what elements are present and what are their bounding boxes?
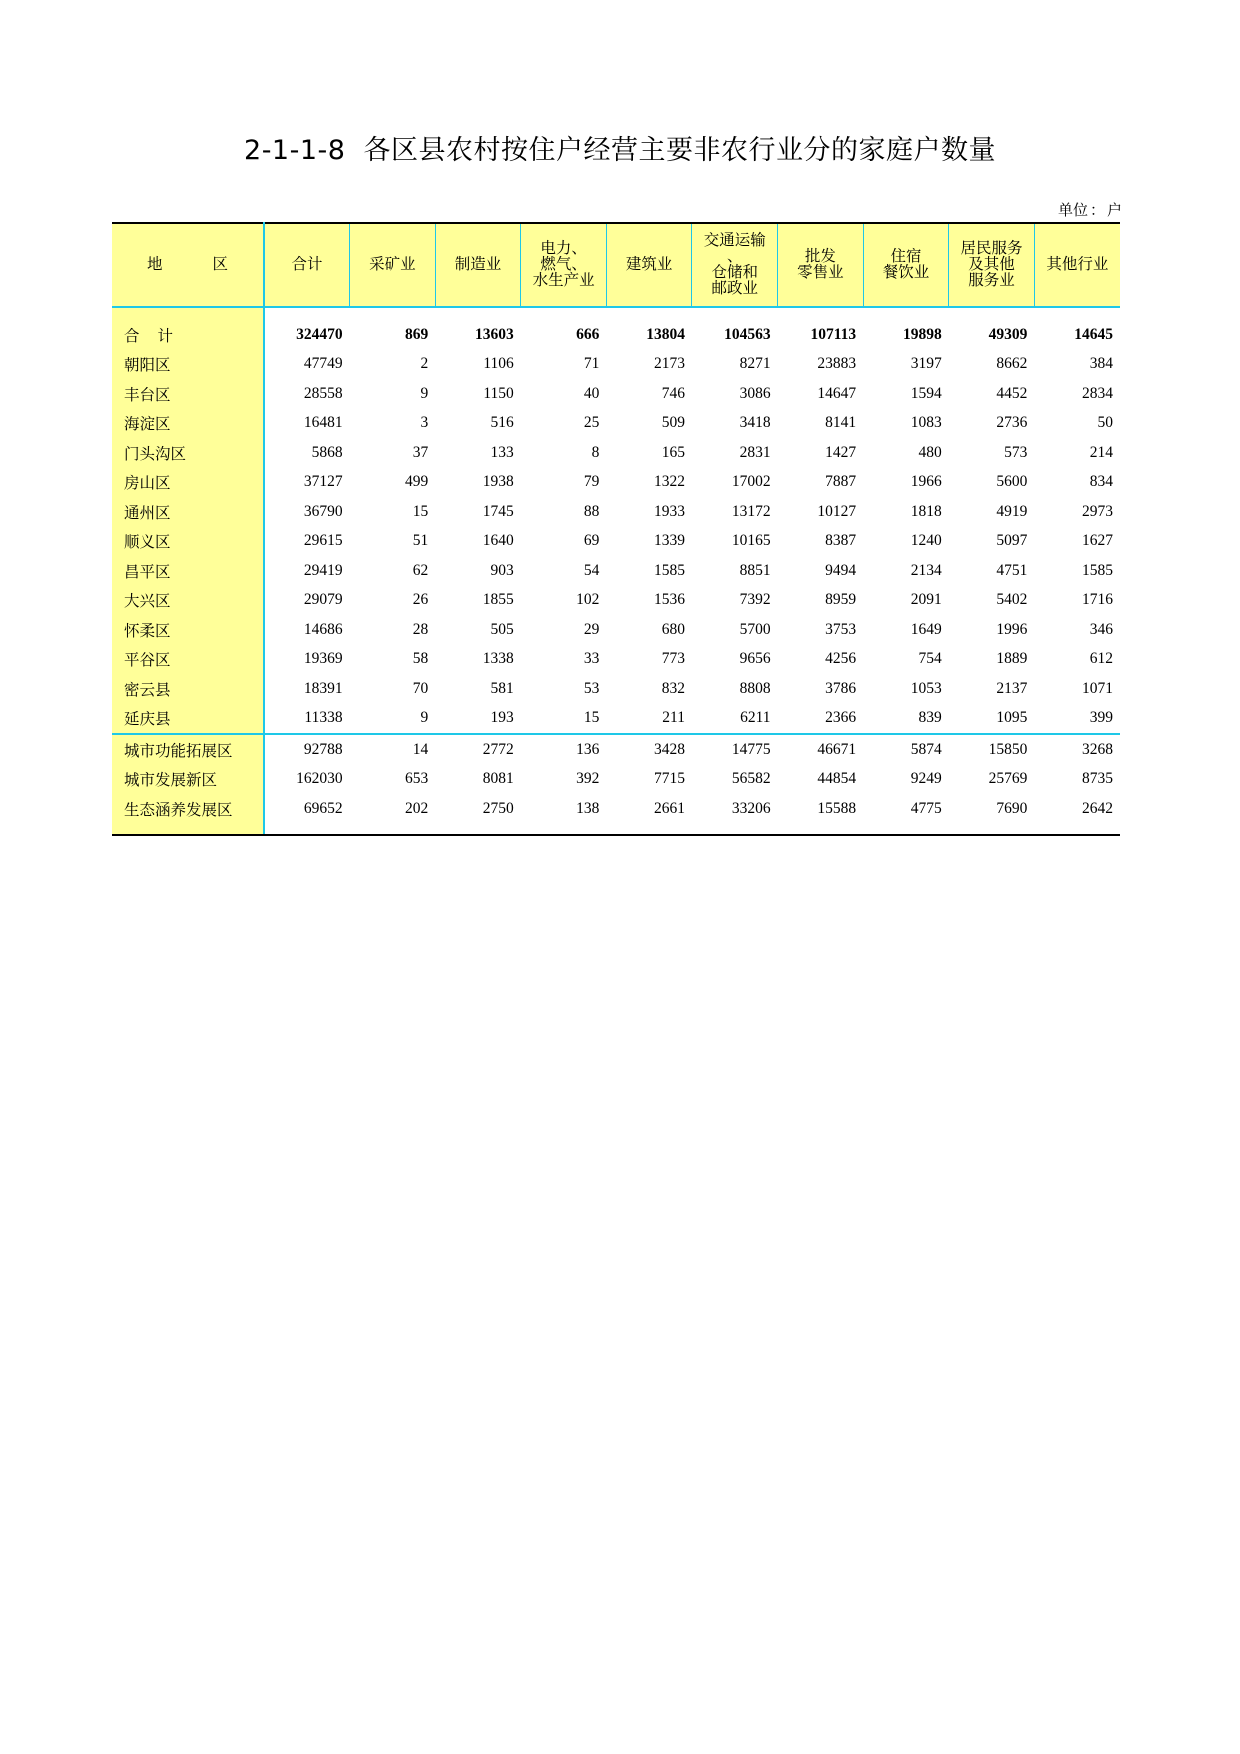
cell-value: 4256 <box>825 650 857 668</box>
cell-value: 37 <box>412 443 429 461</box>
header-line: 仓储和 <box>711 264 759 281</box>
cell-value: 1594 <box>910 384 942 402</box>
cell-value: 1640 <box>482 532 514 550</box>
table-row-district <box>112 645 1120 675</box>
cell-value: 392 <box>576 770 600 788</box>
cell-value: 8271 <box>739 355 771 373</box>
table-body <box>112 307 1120 835</box>
cell-value: 29079 <box>303 591 343 609</box>
cell-value: 102 <box>576 591 600 609</box>
unit-note <box>1058 199 1122 220</box>
table-row-district <box>112 379 1120 409</box>
cell-value: 15 <box>583 709 600 727</box>
cell-value: 480 <box>918 443 942 461</box>
table-row-district <box>112 556 1120 586</box>
cell-value: 1818 <box>910 502 942 520</box>
cell-value: 214 <box>1089 443 1113 461</box>
cell-value: 49309 <box>988 325 1028 343</box>
cell-value: 15 <box>412 502 429 520</box>
header-row <box>112 223 1120 307</box>
cell-value: 13603 <box>475 325 514 343</box>
cell-value: 1855 <box>482 591 514 609</box>
cell-value: 193 <box>490 709 514 727</box>
table-code: 2-1-1-8 <box>244 135 346 166</box>
header-line: 水生产业 <box>532 272 595 289</box>
cell-value: 505 <box>490 620 514 638</box>
table-title-text: 各区县农村按住户经营主要非农行业分的家庭户数量 <box>363 135 996 166</box>
table-row-district <box>112 409 1120 439</box>
cell-value: 499 <box>404 473 429 491</box>
cell-value: 9 <box>420 384 429 402</box>
cell-value: 25769 <box>988 770 1028 788</box>
header-manufacturing <box>435 223 521 307</box>
header-construction <box>606 223 692 307</box>
header-line: 零售业 <box>797 264 844 281</box>
cell-value: 15850 <box>949 734 1035 765</box>
cell-value: 47749 <box>303 355 343 373</box>
cell-value: 7715 <box>653 770 685 788</box>
cell-value: 773 <box>661 650 685 668</box>
cell-value: 8141 <box>825 414 857 432</box>
cell-value: 29419 <box>303 561 343 579</box>
cell-value: 6211 <box>740 709 771 727</box>
cell-value: 2973 <box>1082 502 1113 520</box>
cell-value: 29 <box>583 620 600 638</box>
cell-value: 46671 <box>778 734 864 765</box>
cell-value: 1649 <box>910 620 942 638</box>
cell-value: 2366 <box>825 709 857 727</box>
cell-value: 2772 <box>435 734 521 765</box>
cell-value: 509 <box>661 414 685 432</box>
header-line: 制造业 <box>454 256 502 273</box>
cell-value: 4751 <box>996 561 1028 579</box>
cell-value: 612 <box>1089 650 1113 668</box>
cell-value: 2831 <box>739 443 771 461</box>
cell-value: 53 <box>583 679 600 697</box>
header-line: 电力、 <box>540 240 587 257</box>
cell-value: 69652 <box>264 794 350 835</box>
cell-value: 832 <box>661 679 685 697</box>
row-label-char-1: 合 <box>124 327 140 345</box>
cell-value: 4919 <box>996 502 1028 520</box>
cell-value: 14775 <box>692 734 778 765</box>
header-line: 批发 <box>804 248 836 265</box>
header-line: 燃气、 <box>540 256 587 273</box>
table-row-district <box>112 615 1120 645</box>
header-resident-services <box>949 223 1035 307</box>
cell-value: 37127 <box>303 473 343 491</box>
header-line: 其他行业 <box>1046 256 1109 273</box>
row-label: 大兴区 <box>112 586 264 616</box>
cell-value: 581 <box>490 679 514 697</box>
cell-value: 1106 <box>483 355 514 373</box>
header-other <box>1034 223 1120 307</box>
household-industry-table <box>112 222 1120 836</box>
table-row-zone <box>112 765 1120 795</box>
table-row-zone <box>112 734 1120 765</box>
cell-value: 8 <box>591 443 600 461</box>
cell-value: 1933 <box>653 502 685 520</box>
cell-value: 54 <box>583 561 600 579</box>
cell-value: 7690 <box>949 794 1035 835</box>
cell-value: 28 <box>412 620 429 638</box>
row-label: 平谷区 <box>112 645 264 675</box>
cell-value: 165 <box>661 443 685 461</box>
cell-value: 23883 <box>817 355 857 373</box>
header-line: 居民服务 <box>960 240 1023 257</box>
cell-value: 666 <box>576 325 600 343</box>
row-label: 房山区 <box>112 468 264 498</box>
cell-value: 2750 <box>435 794 521 835</box>
cell-value: 1536 <box>653 591 685 609</box>
cell-value: 5402 <box>996 591 1028 609</box>
cell-value: 133 <box>490 443 514 461</box>
header-line: 邮政业 <box>711 280 759 297</box>
cell-value: 516 <box>490 414 514 432</box>
cell-value: 2736 <box>996 414 1028 432</box>
cell-value: 25 <box>583 414 600 432</box>
unit-label: 单位 <box>1057 201 1088 219</box>
cell-value: 3197 <box>910 355 942 373</box>
row-label <box>112 307 264 350</box>
row-label: 城市发展新区 <box>112 765 264 795</box>
table-row-district <box>112 586 1120 616</box>
cell-value: 5097 <box>996 532 1028 550</box>
cell-value: 15588 <box>778 794 864 835</box>
row-label: 门头沟区 <box>112 438 264 468</box>
table-row-zone <box>112 794 1120 835</box>
cell-value: 13804 <box>646 325 685 343</box>
cell-value: 7887 <box>825 473 857 491</box>
cell-value: 1083 <box>910 414 942 432</box>
cell-value: 10127 <box>817 502 857 520</box>
cell-value: 754 <box>918 650 942 668</box>
cell-value: 10165 <box>731 532 771 550</box>
header-utilities <box>521 223 607 307</box>
cell-value: 2 <box>420 355 429 373</box>
cell-value: 14647 <box>817 384 857 402</box>
unit-sep: ： <box>1089 201 1105 219</box>
cell-value: 8662 <box>996 355 1028 373</box>
cell-value: 92788 <box>264 734 350 765</box>
header-line: 、 <box>727 248 743 265</box>
cell-value: 107113 <box>810 325 857 343</box>
cell-value: 2137 <box>996 679 1028 697</box>
table-row-district <box>112 527 1120 557</box>
cell-value: 29615 <box>303 532 343 550</box>
cell-value: 138 <box>521 794 607 835</box>
cell-value: 26 <box>412 591 429 609</box>
cell-value: 70 <box>412 679 429 697</box>
cell-value: 36790 <box>303 502 343 520</box>
cell-value: 62 <box>412 561 429 579</box>
header-region-char-2: 区 <box>212 256 229 273</box>
cell-value: 1150 <box>483 384 514 402</box>
cell-value: 71 <box>583 355 600 373</box>
table-row-district <box>112 468 1120 498</box>
cell-value: 1938 <box>482 473 514 491</box>
cell-value: 839 <box>918 709 942 727</box>
header-transport <box>692 223 778 307</box>
cell-value: 1889 <box>996 650 1028 668</box>
cell-value: 1339 <box>653 532 685 550</box>
cell-value: 2642 <box>1034 794 1120 835</box>
cell-value: 4452 <box>996 384 1028 402</box>
header-line: 及其他 <box>968 256 1015 273</box>
header-line: 服务业 <box>968 272 1015 289</box>
cell-value: 14686 <box>303 620 343 638</box>
cell-value: 9 <box>420 709 429 727</box>
cell-value: 2091 <box>910 591 942 609</box>
page-title <box>0 128 1240 167</box>
header-line: 采矿业 <box>369 256 416 273</box>
cell-value: 16481 <box>303 414 343 432</box>
cell-value: 324470 <box>296 325 343 343</box>
cell-value: 573 <box>1004 443 1028 461</box>
header-mining <box>350 223 436 307</box>
cell-value: 33 <box>583 650 600 668</box>
cell-value: 9494 <box>825 561 857 579</box>
cell-value: 1716 <box>1082 591 1113 609</box>
row-label: 生态涵养发展区 <box>112 794 264 835</box>
cell-value: 746 <box>661 384 685 402</box>
cell-value: 1585 <box>1082 561 1113 579</box>
cell-value: 869 <box>404 325 429 343</box>
cell-value: 211 <box>662 709 685 727</box>
cell-value: 903 <box>490 561 514 579</box>
cell-value: 653 <box>404 770 429 788</box>
cell-value: 14645 <box>1074 325 1113 343</box>
cell-value: 9656 <box>739 650 771 668</box>
cell-value: 51 <box>412 532 429 550</box>
cell-value: 33206 <box>692 794 778 835</box>
cell-value: 18391 <box>303 679 343 697</box>
row-label: 延庆县 <box>112 704 264 735</box>
cell-value: 384 <box>1089 355 1113 373</box>
cell-value: 3428 <box>606 734 692 765</box>
cell-value: 3753 <box>825 620 857 638</box>
table-row-district <box>112 350 1120 380</box>
cell-value: 104563 <box>724 325 771 343</box>
cell-value: 88 <box>583 502 600 520</box>
cell-value: 56582 <box>731 770 771 788</box>
cell-value: 40 <box>583 384 600 402</box>
cell-value: 3418 <box>739 414 771 432</box>
row-label-char-2: 计 <box>157 327 174 345</box>
table-row-district <box>112 704 1120 735</box>
header-region <box>112 223 264 307</box>
header-region-char-1: 地 <box>146 256 163 273</box>
cell-value: 28558 <box>303 384 343 402</box>
cell-value: 1095 <box>996 709 1028 727</box>
table-header <box>112 223 1120 307</box>
row-label: 朝阳区 <box>112 350 264 380</box>
header-total <box>264 223 350 307</box>
cell-value: 834 <box>1089 473 1113 491</box>
cell-value: 1322 <box>653 473 685 491</box>
row-label: 昌平区 <box>112 556 264 586</box>
cell-value: 11338 <box>304 709 343 727</box>
cell-value: 8387 <box>825 532 857 550</box>
table-row-district <box>112 497 1120 527</box>
table-row-district <box>112 674 1120 704</box>
header-wholesale-retail <box>778 223 864 307</box>
row-label: 城市功能拓展区 <box>112 734 264 765</box>
cell-value: 8081 <box>482 770 514 788</box>
cell-value: 3086 <box>739 384 771 402</box>
row-label: 顺义区 <box>112 527 264 557</box>
cell-value: 5868 <box>311 443 343 461</box>
cell-value: 346 <box>1089 620 1113 638</box>
cell-value: 1071 <box>1082 679 1113 697</box>
header-line: 餐饮业 <box>882 264 930 281</box>
cell-value: 19898 <box>903 325 942 343</box>
table-row-district <box>112 438 1120 468</box>
cell-value: 69 <box>583 532 600 550</box>
cell-value: 8959 <box>825 591 857 609</box>
cell-value: 9249 <box>910 770 942 788</box>
cell-value: 14 <box>350 734 436 765</box>
cell-value: 1427 <box>825 443 857 461</box>
cell-value: 5874 <box>863 734 949 765</box>
cell-value: 1996 <box>996 620 1028 638</box>
table-row-total <box>112 307 1120 350</box>
header-line: 建筑业 <box>625 256 673 273</box>
cell-value: 58 <box>412 650 429 668</box>
cell-value: 13172 <box>731 502 771 520</box>
cell-value: 399 <box>1089 709 1113 727</box>
cell-value: 1585 <box>653 561 685 579</box>
row-label: 海淀区 <box>112 409 264 439</box>
row-label: 密云县 <box>112 674 264 704</box>
cell-value: 2834 <box>1082 384 1113 402</box>
cell-value: 1240 <box>910 532 942 550</box>
header-line: 住宿 <box>890 248 922 265</box>
cell-value: 202 <box>350 794 436 835</box>
cell-value: 44854 <box>817 770 857 788</box>
cell-value: 136 <box>521 734 607 765</box>
cell-value: 8735 <box>1082 770 1113 788</box>
unit-value: 户 <box>1106 201 1122 219</box>
cell-value: 162030 <box>296 770 343 788</box>
cell-value: 680 <box>661 620 685 638</box>
cell-value: 8851 <box>739 561 771 579</box>
cell-value: 19369 <box>303 650 343 668</box>
cell-value: 8808 <box>739 679 771 697</box>
cell-value: 2661 <box>606 794 692 835</box>
header-line: 交通运输 <box>703 232 766 249</box>
row-label: 怀柔区 <box>112 615 264 645</box>
cell-value: 5700 <box>739 620 771 638</box>
cell-value: 3786 <box>825 679 857 697</box>
cell-value: 3268 <box>1034 734 1120 765</box>
cell-value: 2173 <box>653 355 685 373</box>
cell-value: 17002 <box>731 473 771 491</box>
cell-value: 50 <box>1097 414 1113 432</box>
cell-value: 3 <box>420 414 429 432</box>
cell-value: 5600 <box>996 473 1028 491</box>
header-line: 合计 <box>291 256 323 273</box>
cell-value: 7392 <box>739 591 771 609</box>
row-label: 丰台区 <box>112 379 264 409</box>
cell-value: 1745 <box>482 502 514 520</box>
cell-value: 2134 <box>910 561 942 579</box>
cell-value: 79 <box>583 473 600 491</box>
cell-value: 1338 <box>482 650 514 668</box>
cell-value: 1053 <box>910 679 942 697</box>
cell-value: 1627 <box>1082 532 1113 550</box>
cell-value: 4775 <box>863 794 949 835</box>
header-accommodation <box>863 223 949 307</box>
row-label: 通州区 <box>112 497 264 527</box>
cell-value: 1966 <box>910 473 942 491</box>
